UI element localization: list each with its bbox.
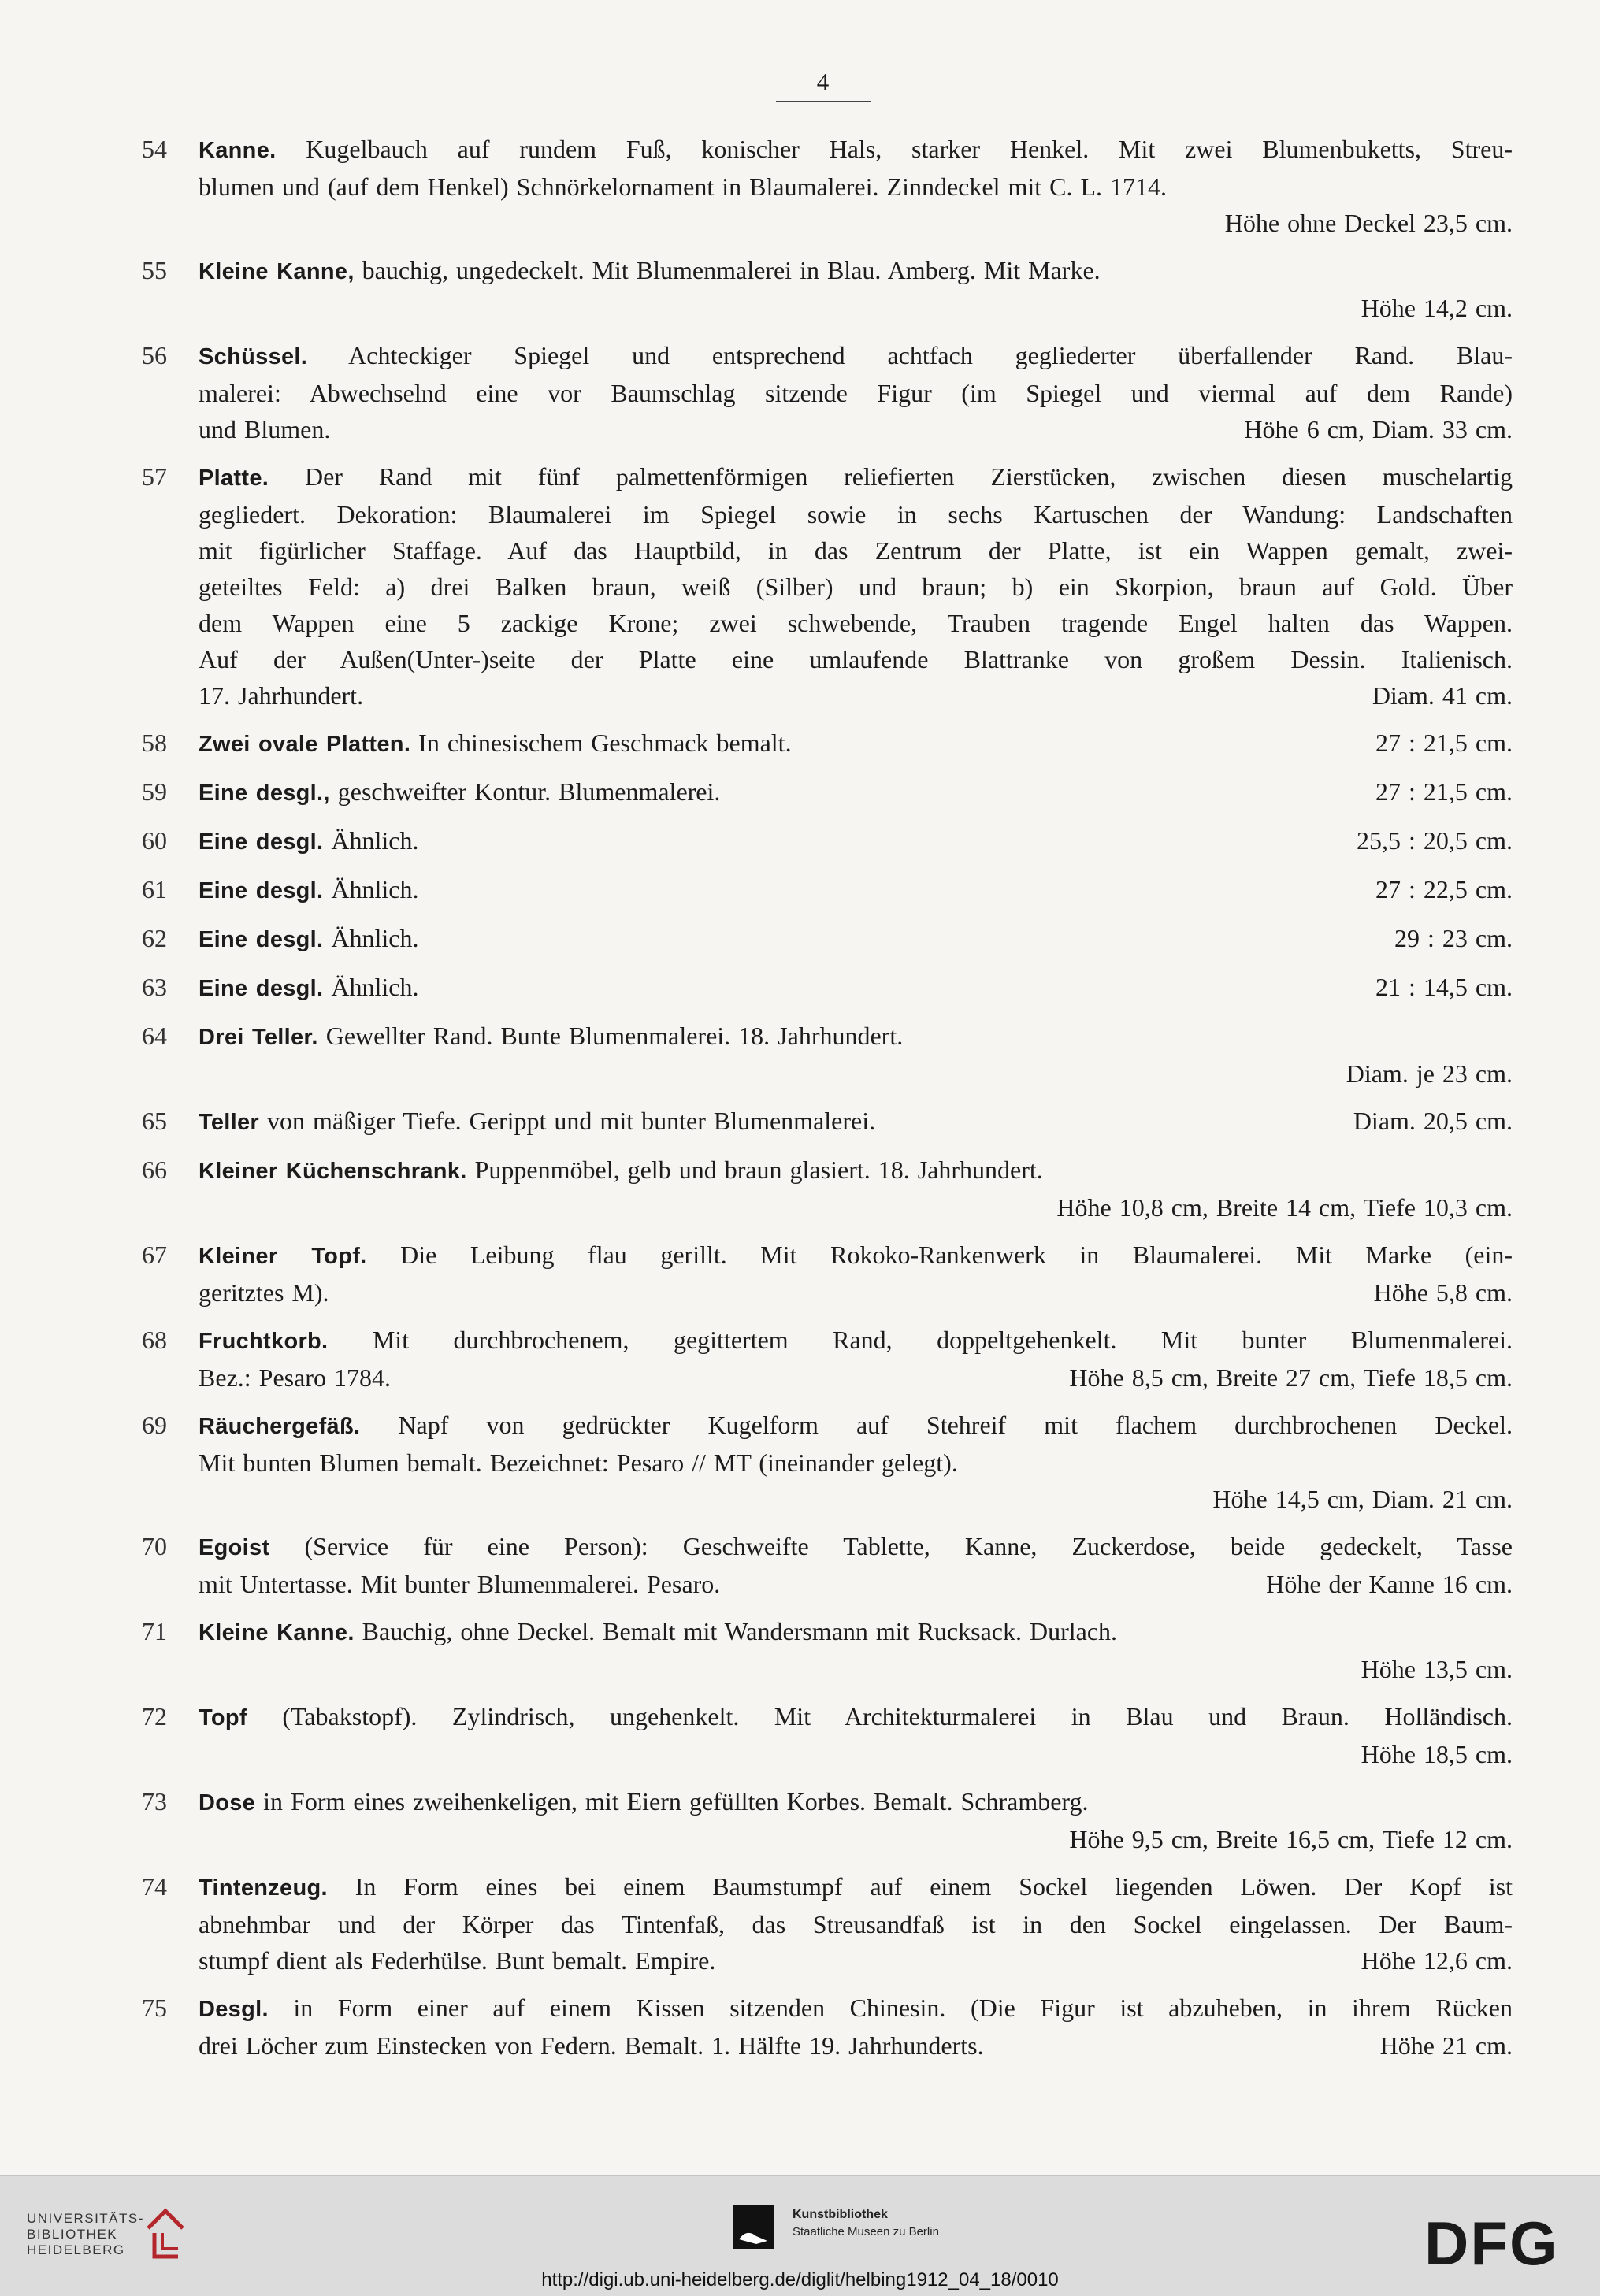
- entry-line: [199, 1821, 1513, 1857]
- entry-line: [199, 1566, 1513, 1602]
- entry-text: [199, 1994, 1513, 2022]
- entry-text: [199, 1910, 1513, 1938]
- university-logo-line: UNIVERSITÄTS-: [27, 2211, 144, 2226]
- entry-line: [199, 677, 1513, 714]
- university-logo-line: HEIDELBERG: [27, 2242, 125, 2257]
- entry-line: [199, 871, 1513, 909]
- description-text: mit Untertasse. Mit bunter Blumenmalerei. Pesaro.: [199, 1570, 721, 1598]
- entry-line: [199, 375, 1513, 411]
- description-text: gegliedert. Dekoration: Blaumalerei im Spiegel sowie in sechs Kartuschen der Wandung: Landschaften: [199, 500, 1513, 529]
- catalog-entry: [142, 1613, 1513, 1687]
- description-text: geteiltes Feld: a) drei Balken braun, weiß (Silber) und braun; b) ein Skorpion, braun auf Gold. Über: [199, 573, 1513, 601]
- entry-line: [199, 1906, 1513, 1942]
- entry-line: [199, 641, 1513, 677]
- permalink-url[interactable]: http://digi.ub.uni-heidelberg.de/diglit/helbing1912_04_18/0010: [541, 2269, 1059, 2290]
- page-number: 4: [776, 68, 871, 102]
- description-text: Der Rand mit fünf palmettenförmigen reliefierten Zierstücken, zwischen diesen muschelartig: [269, 462, 1513, 491]
- entry-line: [199, 131, 1513, 169]
- entry-text: [199, 1326, 1513, 1354]
- entry-text: [199, 1566, 720, 1602]
- object-title: Desgl.: [199, 1997, 269, 2022]
- entry-line: [199, 169, 1513, 205]
- object-title: Kleine Kanne,: [199, 259, 355, 284]
- entry-line: [199, 1942, 1513, 1979]
- measurement: Höhe 5,8 cm.: [1373, 1278, 1513, 1307]
- entry-text: [199, 609, 1513, 637]
- entry-line: [199, 205, 1513, 241]
- entry-line: [199, 1698, 1513, 1736]
- measurement: Höhe 6 cm, Diam. 33 cm.: [1244, 415, 1513, 443]
- entry-text: [199, 969, 419, 1007]
- entry-line: [199, 2027, 1513, 2064]
- entry-number: 68: [142, 1326, 167, 1354]
- catalog-entry: [142, 871, 1513, 909]
- entry-number: 62: [142, 924, 167, 952]
- entry-line: [199, 1152, 1513, 1189]
- description-text: In chinesischem Geschmack bemalt.: [410, 729, 792, 757]
- measurement: Höhe ohne Deckel 23,5 cm.: [1224, 209, 1513, 237]
- entry-text: [199, 677, 363, 714]
- entry-number: 70: [142, 1532, 167, 1560]
- description-text: Ähnlich.: [323, 924, 419, 952]
- entry-text: [199, 1783, 1088, 1821]
- entry-line: [199, 822, 1513, 860]
- entry-text: [199, 1942, 715, 1979]
- catalog-entry: [142, 337, 1513, 447]
- entry-line: [199, 1783, 1513, 1821]
- entry-number: 66: [142, 1155, 167, 1184]
- description-text: In Form eines bei einem Baumstumpf auf einem Sockel liegenden Löwen. Der Kopf ist: [327, 1872, 1513, 1901]
- entry-line: [199, 1613, 1513, 1651]
- measurement: Diam. je 23 cm.: [1346, 1059, 1513, 1088]
- object-title: Topf: [199, 1705, 247, 1730]
- object-title: Tintenzeug.: [199, 1875, 328, 1901]
- catalog-entry: [142, 1868, 1513, 1979]
- entry-text: [199, 871, 419, 909]
- catalog-entry: [142, 725, 1513, 762]
- entry-number: 57: [142, 462, 167, 491]
- entry-text: [199, 573, 1513, 601]
- entry-text: [199, 1274, 329, 1311]
- measurement: Diam. 41 cm.: [1372, 681, 1513, 710]
- measurement: 27 : 22,5 cm.: [1375, 875, 1513, 903]
- description-text: bauchig, ungedeckelt. Mit Blumenmalerei in Blau. Amberg. Mit Marke.: [354, 256, 1101, 284]
- object-title: Eine desgl.: [199, 878, 324, 903]
- entry-text: [199, 822, 419, 860]
- entry-text: [199, 1702, 1513, 1730]
- kunstbibliothek-subtitle: Staatliche Museen zu Berlin: [793, 2225, 939, 2239]
- object-title: Kleiner Topf.: [199, 1244, 367, 1269]
- object-title: Eine desgl.: [199, 927, 324, 952]
- object-title: Eine desgl.: [199, 829, 324, 855]
- entry-number: 58: [142, 729, 167, 757]
- measurement: Höhe 21 cm.: [1379, 2031, 1513, 2060]
- entry-line: [199, 1103, 1513, 1141]
- entry-line: [199, 252, 1513, 290]
- entry-text: [199, 500, 1513, 529]
- description-text: geritztes M).: [199, 1278, 329, 1307]
- entry-line: [199, 1481, 1513, 1517]
- measurement: Höhe 14,2 cm.: [1361, 294, 1513, 322]
- entry-number: 75: [142, 1994, 167, 2022]
- entry-line: [199, 1736, 1513, 1772]
- description-text: (Service für eine Person): Geschweifte Tablette, Kanne, Zuckerdose, beide gedeckelt, Tasse: [269, 1532, 1513, 1560]
- measurement: Höhe der Kanne 16 cm.: [1266, 1570, 1513, 1598]
- entry-text: [199, 411, 330, 447]
- description-text: dem Wappen eine 5 zackige Krone; zwei schwebende, Trauben tragende Engel halten das Wappen.: [199, 609, 1513, 637]
- catalog-entry: [142, 1528, 1513, 1602]
- entry-number: 59: [142, 777, 167, 806]
- description-text: Mit durchbrochenem, gegittertem Rand, doppeltgehenkelt. Mit bunter Blumenmalerei.: [328, 1326, 1513, 1354]
- description-text: mit figürlicher Staffage. Auf das Hauptbild, in das Zentrum der Platte, ist ein Wappen gemalt, zwei-: [199, 536, 1513, 565]
- entry-text: [199, 169, 1167, 205]
- catalog-entry: [142, 1103, 1513, 1141]
- entry-number: 72: [142, 1702, 167, 1730]
- description-text: Die Leibung flau gerillt. Mit Rokoko-Rankenwerk in Blaumalerei. Mit Marke (ein-: [366, 1241, 1513, 1269]
- description-text: Ähnlich.: [323, 875, 419, 903]
- object-title: Platte.: [199, 466, 269, 491]
- entry-number: 60: [142, 826, 167, 855]
- entry-line: [199, 1407, 1513, 1445]
- entry-text: [199, 1018, 903, 1055]
- object-title: Räuchergefäß.: [199, 1414, 361, 1439]
- entry-number: 56: [142, 341, 167, 369]
- university-library-logo[interactable]: [27, 2211, 144, 2258]
- description-text: blumen und (auf dem Henkel) Schnörkelornament in Blaumalerei. Zinndeckel mit C. L. 1714.: [199, 172, 1168, 201]
- catalog-entry: [142, 131, 1513, 241]
- description-text: und Blumen.: [199, 415, 331, 443]
- description-text: in Form einer auf einem Kissen sitzenden Chinesin. (Die Figur ist abzuheben, in ihrem Rücken: [268, 1994, 1513, 2022]
- entry-line: [199, 1322, 1513, 1359]
- university-seal-icon: [142, 2205, 189, 2263]
- entry-line: [199, 969, 1513, 1007]
- measurement: Höhe 9,5 cm, Breite 16,5 cm, Tiefe 12 cm.: [1069, 1825, 1513, 1853]
- entry-text: [199, 1613, 1117, 1651]
- entry-text: [199, 1152, 1043, 1189]
- measurement: 21 : 14,5 cm.: [1375, 973, 1513, 1001]
- entry-text: [199, 462, 1513, 491]
- kunstbibliothek-title: Kunstbibliothek: [793, 2208, 888, 2221]
- description-text: Bauchig, ohne Deckel. Bemalt mit Wandersmann mit Rucksack. Durlach.: [354, 1617, 1118, 1645]
- measurement: 29 : 23 cm.: [1394, 924, 1513, 952]
- entry-line: [199, 605, 1513, 641]
- entry-line: [199, 337, 1513, 375]
- entry-text: [199, 1359, 391, 1396]
- entry-number: 63: [142, 973, 167, 1001]
- entry-number: 55: [142, 256, 167, 284]
- entry-text: [199, 1103, 875, 1141]
- dfg-logo[interactable]: DFG: [1424, 2209, 1559, 2278]
- entry-text: [199, 1411, 1513, 1439]
- entry-text: [199, 2027, 984, 2064]
- catalog-entry: [142, 822, 1513, 860]
- kunstbibliothek-icon: [733, 2205, 774, 2249]
- entry-line: [199, 1990, 1513, 2027]
- object-title: Drei Teller.: [199, 1025, 318, 1050]
- entry-number: 64: [142, 1022, 167, 1050]
- catalog-entry: [142, 969, 1513, 1007]
- object-title: Kanne.: [199, 138, 277, 163]
- description-text: 17. Jahrhundert.: [199, 681, 364, 710]
- entry-text: [199, 920, 419, 958]
- description-text: Kugelbauch auf rundem Fuß, konischer Hals, starker Henkel. Mit zwei Blumenbuketts, Streu-: [276, 135, 1513, 163]
- entry-text: [199, 135, 1513, 163]
- entry-number: 74: [142, 1872, 167, 1901]
- object-title: Fruchtkorb.: [199, 1329, 329, 1354]
- entry-text: [199, 1532, 1513, 1560]
- object-title: Kleiner Küchenschrank.: [199, 1159, 467, 1184]
- entry-text: [199, 379, 1513, 407]
- entry-text: [199, 645, 1513, 673]
- description-text: Bez.: Pesaro 1784.: [199, 1363, 391, 1392]
- footer-bar: [0, 2175, 1600, 2296]
- entry-line: [199, 569, 1513, 605]
- object-title: Kleine Kanne.: [199, 1620, 355, 1645]
- description-text: Achteckiger Spiegel und entsprechend achtfach gegliederter überfallender Rand. Blau-: [307, 341, 1513, 369]
- entry-number: 71: [142, 1617, 167, 1645]
- entry-line: [199, 458, 1513, 496]
- entry-text: [199, 1241, 1513, 1269]
- description-text: Mit bunten Blumen bemalt. Bezeichnet: Pesaro // MT (ineinander gelegt).: [199, 1448, 958, 1477]
- catalog-entry: [142, 252, 1513, 326]
- measurement: Höhe 13,5 cm.: [1361, 1655, 1513, 1683]
- entry-number: 61: [142, 875, 167, 903]
- entry-line: [199, 411, 1513, 447]
- entry-line: [199, 1274, 1513, 1311]
- measurement: Höhe 14,5 cm, Diam. 21 cm.: [1212, 1485, 1513, 1513]
- object-title: Eine desgl.: [199, 976, 324, 1001]
- catalog-entry: [142, 1018, 1513, 1092]
- description-text: Gewellter Rand. Bunte Blumenmalerei. 18. Jahrhundert.: [317, 1022, 904, 1050]
- entry-line: [199, 1528, 1513, 1566]
- description-text: drei Löcher zum Einstecken von Federn. Bemalt. 1. Hälfte 19. Jahrhunderts.: [199, 2031, 984, 2060]
- description-text: geschweifter Kontur. Blumenmalerei.: [329, 777, 721, 806]
- entry-line: [199, 496, 1513, 532]
- entry-line: [199, 532, 1513, 569]
- measurement: Diam. 20,5 cm.: [1353, 1107, 1513, 1135]
- entry-line: [199, 920, 1513, 958]
- description-text: Ähnlich.: [323, 826, 419, 855]
- object-title: Teller: [199, 1110, 260, 1135]
- catalog-entry: [142, 1783, 1513, 1857]
- object-title: Dose: [199, 1790, 256, 1816]
- entry-text: [199, 1445, 958, 1481]
- description-text: in Form eines zweihenkeligen, mit Eiern gefüllten Korbes. Bemalt. Schramberg.: [255, 1787, 1089, 1816]
- entry-number: 65: [142, 1107, 167, 1135]
- description-text: abnehmbar und der Körper das Tintenfaß, das Streusandfaß ist in den Sockel eingelassen. Der Baum-: [199, 1910, 1513, 1938]
- measurement: Höhe 12,6 cm.: [1361, 1946, 1513, 1975]
- catalog-entry: [142, 458, 1513, 714]
- entry-number: 69: [142, 1411, 167, 1439]
- catalog-entry: [142, 920, 1513, 958]
- entry-text: [199, 252, 1101, 290]
- measurement: Höhe 8,5 cm, Breite 27 cm, Tiefe 18,5 cm.: [1069, 1363, 1513, 1392]
- object-title: Schüssel.: [199, 344, 308, 369]
- measurement: Höhe 18,5 cm.: [1361, 1740, 1513, 1768]
- object-title: Egoist: [199, 1535, 270, 1560]
- description-text: von mäßiger Tiefe. Gerippt und mit bunter Blumenmalerei.: [259, 1107, 876, 1135]
- entry-text: [199, 1872, 1513, 1901]
- entry-text: [199, 536, 1513, 565]
- catalog-entry: [142, 1152, 1513, 1226]
- entry-line: [199, 1651, 1513, 1687]
- description-text: Puppenmöbel, gelb und braun glasiert. 18. Jahrhundert.: [466, 1155, 1043, 1184]
- description-text: Ähnlich.: [323, 973, 419, 1001]
- description-text: (Tabakstopf). Zylindrisch, ungehenkelt. Mit Architekturmalerei in Blau und Braun. Holländisch.: [247, 1702, 1513, 1730]
- measurement: 27 : 21,5 cm.: [1375, 777, 1513, 806]
- description-text: malerei: Abwechselnd eine vor Baumschlag sitzende Figur (im Spiegel und viermal auf dem Rande): [199, 379, 1513, 407]
- measurement: 27 : 21,5 cm.: [1375, 729, 1513, 757]
- university-logo-line: BIBLIOTHEK: [27, 2227, 118, 2242]
- catalog-entry: [142, 1322, 1513, 1396]
- description-text: Napf von gedrückter Kugelform auf Stehreif mit flachem durchbrochenen Deckel.: [360, 1411, 1513, 1439]
- catalog-entry: [142, 1237, 1513, 1311]
- entry-line: [199, 1868, 1513, 1906]
- entry-line: [199, 725, 1513, 762]
- entry-number: 54: [142, 135, 167, 163]
- entry-line: [199, 1055, 1513, 1092]
- entry-line: [199, 1445, 1513, 1481]
- object-title: Zwei ovale Platten.: [199, 732, 411, 757]
- entry-line: [199, 1237, 1513, 1274]
- catalog-entries: [142, 131, 1513, 2075]
- measurement: Höhe 10,8 cm, Breite 14 cm, Tiefe 10,3 cm.: [1056, 1193, 1513, 1222]
- entry-line: [199, 1359, 1513, 1396]
- entry-line: [199, 773, 1513, 811]
- entry-line: [199, 1189, 1513, 1226]
- catalog-entry: [142, 1698, 1513, 1772]
- entry-text: [199, 773, 720, 811]
- catalog-entry: [142, 1990, 1513, 2064]
- measurement: 25,5 : 20,5 cm.: [1357, 826, 1513, 855]
- object-title: Eine desgl.,: [199, 781, 330, 806]
- description-text: Auf der Außen(Unter-)seite der Platte eine umlaufende Blattranke von großem Dessin. Italienisch.: [199, 645, 1513, 673]
- description-text: stumpf dient als Federhülse. Bunt bemalt. Empire.: [199, 1946, 716, 1975]
- entry-text: [199, 341, 1513, 369]
- entry-text: [199, 725, 792, 762]
- entry-line: [199, 290, 1513, 326]
- entry-number: 73: [142, 1787, 167, 1816]
- entry-line: [199, 1018, 1513, 1055]
- catalog-entry: [142, 773, 1513, 811]
- catalog-entry: [142, 1407, 1513, 1517]
- entry-number: 67: [142, 1241, 167, 1269]
